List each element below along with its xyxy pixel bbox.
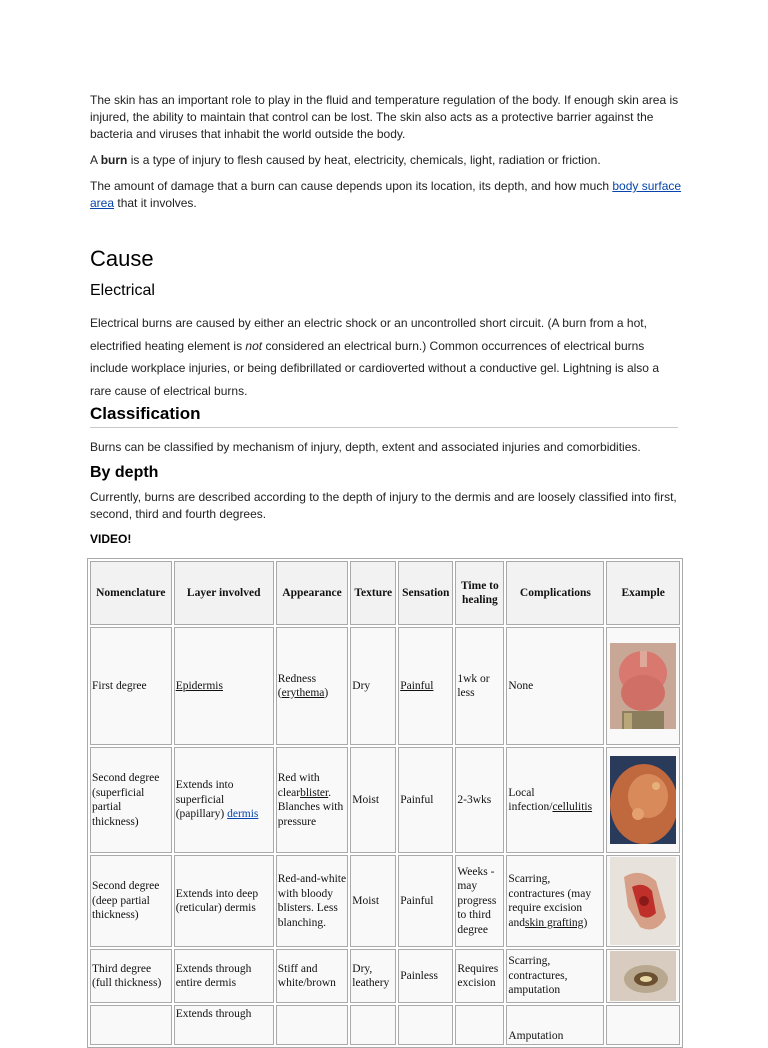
text-span: that it involves. — [114, 196, 197, 210]
not-emphasis: not — [245, 338, 263, 353]
by-depth-heading: By depth — [90, 464, 159, 481]
painful-link[interactable]: Painful — [400, 679, 434, 692]
table-row — [90, 855, 680, 947]
header-time-to-healing: Time to healing — [455, 561, 504, 625]
burn-depth-table — [87, 558, 683, 1048]
table-row — [90, 1005, 680, 1045]
header-sensation: Sensation — [398, 561, 453, 625]
text-span: The amount of damage that a burn can cause depends upon its location, its depth, and how much — [90, 179, 613, 193]
intro-paragraph-3 — [90, 178, 682, 212]
third-degree-burn-photo[interactable] — [610, 951, 676, 1001]
cell-example — [606, 747, 680, 853]
cell-layer: Extends through — [174, 1005, 274, 1045]
header-layer-involved: Layer involved — [174, 561, 274, 625]
cell-layer: Extends into deep (reticular) dermis — [174, 855, 274, 947]
cell-example — [606, 1005, 680, 1045]
cell-sensation — [398, 627, 453, 745]
text-span: considered an electrical burn.) Common occurrences of electrical burns include workplace injuries, or being defibrillated or cardioverted without a conductive gel. Lightning is also a rare cause of electrical burns. — [90, 338, 659, 398]
cell-healing: Weeks - may progress to third degree — [455, 855, 504, 947]
erythema-link[interactable]: erythema — [281, 687, 325, 699]
cell-healing: Requires excision — [455, 949, 504, 1003]
table-row — [90, 627, 680, 745]
text-span: Red with clear — [277, 772, 320, 799]
text-span: ) — [324, 687, 329, 699]
table-row — [90, 747, 680, 853]
body-surface-area-link[interactable]: body surface area — [90, 179, 682, 210]
blister-link[interactable]: blister — [300, 786, 329, 799]
electrical-paragraph — [90, 312, 682, 402]
classification-paragraph: Burns can be classified by mechanism of injury, depth, extent and associated injuries and comorbidities. — [90, 440, 641, 454]
cell-healing: 1wk or less — [455, 627, 504, 745]
cell-texture: Moist — [350, 855, 396, 947]
table-header-row — [90, 561, 680, 625]
cell-sensation — [398, 1005, 453, 1045]
cell-complications: None — [506, 627, 604, 745]
skin-grafting-link[interactable]: skin grafting — [524, 916, 584, 929]
header-texture: Texture — [350, 561, 396, 625]
cell-example — [606, 949, 680, 1003]
second-degree-superficial-burn-photo[interactable] — [610, 756, 676, 844]
by-depth-paragraph: Currently, burns are described according to the depth of injury to the dermis and are loosely classified into first, second, third and fourth degrees. — [90, 490, 677, 521]
text-span: A — [90, 153, 101, 167]
header-nomenclature: Nomenclature — [90, 561, 172, 625]
cell-appearance — [276, 747, 349, 853]
classification-heading: Classification — [90, 404, 678, 428]
header-complications: Complications — [506, 561, 604, 625]
text-span: Extends into superficial (papillary) — [175, 779, 234, 821]
cell-nomenclature — [90, 1005, 172, 1045]
text-span: Redness ( — [277, 672, 317, 699]
cell-complications: Scarring, contractures, amputation — [506, 949, 604, 1003]
cell-healing — [455, 1005, 504, 1045]
cell-texture: Moist — [350, 747, 396, 853]
text-span: . Blanches with pressure — [277, 786, 344, 828]
cell-texture: Dry, leathery — [350, 949, 396, 1003]
cell-appearance: Stiff and white/brown — [276, 949, 349, 1003]
header-appearance: Appearance — [276, 561, 349, 625]
epidermis-link[interactable]: Epidermis — [175, 679, 223, 692]
cell-sensation: Painful — [398, 747, 453, 853]
second-degree-deep-burn-photo[interactable] — [610, 857, 676, 945]
cellulitis-link[interactable]: cellulitis — [552, 801, 593, 813]
video-label: VIDEO! — [90, 532, 132, 546]
cell-appearance — [276, 627, 349, 745]
intro-paragraph-2 — [90, 152, 682, 169]
electrical-heading: Electrical — [90, 282, 155, 299]
text-span: Electrical burns are caused by either an electric shock or an uncontrolled short circuit. (A burn from a hot, electrified heating element is — [90, 316, 647, 353]
cell-appearance — [276, 1005, 349, 1045]
cell-texture: Dry — [350, 627, 396, 745]
intro-paragraph-1: The skin has an important role to play in the fluid and temperature regulation of the body. If enough skin area is injured, the ability to maintain that control can be lost. The skin also acts as a protective barrier against the bacteria and viruses that inhabit the world outside the body. — [90, 93, 679, 141]
cell-nomenclature: First degree — [90, 627, 172, 745]
cell-complications: Amputation — [506, 1005, 604, 1045]
text-span: is a type of injury to flesh caused by heat, electricity, chemicals, light, radiation or friction. — [127, 153, 601, 167]
cell-example — [606, 855, 680, 947]
cell-layer — [174, 627, 274, 745]
burn-term: burn — [100, 153, 128, 167]
first-degree-burn-photo[interactable] — [610, 643, 676, 729]
cell-layer — [174, 747, 274, 853]
text-span: Local infection/ — [508, 786, 553, 813]
cell-complications — [506, 855, 604, 947]
text-span: Scarring, contractures (may require excision and — [508, 873, 592, 929]
cell-sensation: Painless — [398, 949, 453, 1003]
text-span: ) — [583, 916, 588, 929]
cause-heading: Cause — [90, 246, 154, 271]
cell-nomenclature: Third degree (full thickness) — [90, 949, 172, 1003]
cell-layer: Extends through entire dermis — [174, 949, 274, 1003]
cell-nomenclature: Second degree (superficial partial thickness) — [90, 747, 172, 853]
cell-sensation: Painful — [398, 855, 453, 947]
cell-appearance: Red-and-white with bloody blisters. Less blanching. — [276, 855, 349, 947]
table-row — [90, 949, 680, 1003]
dermis-link[interactable]: dermis — [227, 808, 259, 821]
cell-healing: 2-3wks — [455, 747, 504, 853]
header-example: Example — [606, 561, 680, 625]
cell-nomenclature: Second degree (deep partial thickness) — [90, 855, 172, 947]
cell-texture — [350, 1005, 396, 1045]
cell-example — [606, 627, 680, 745]
cell-complications — [506, 747, 604, 853]
